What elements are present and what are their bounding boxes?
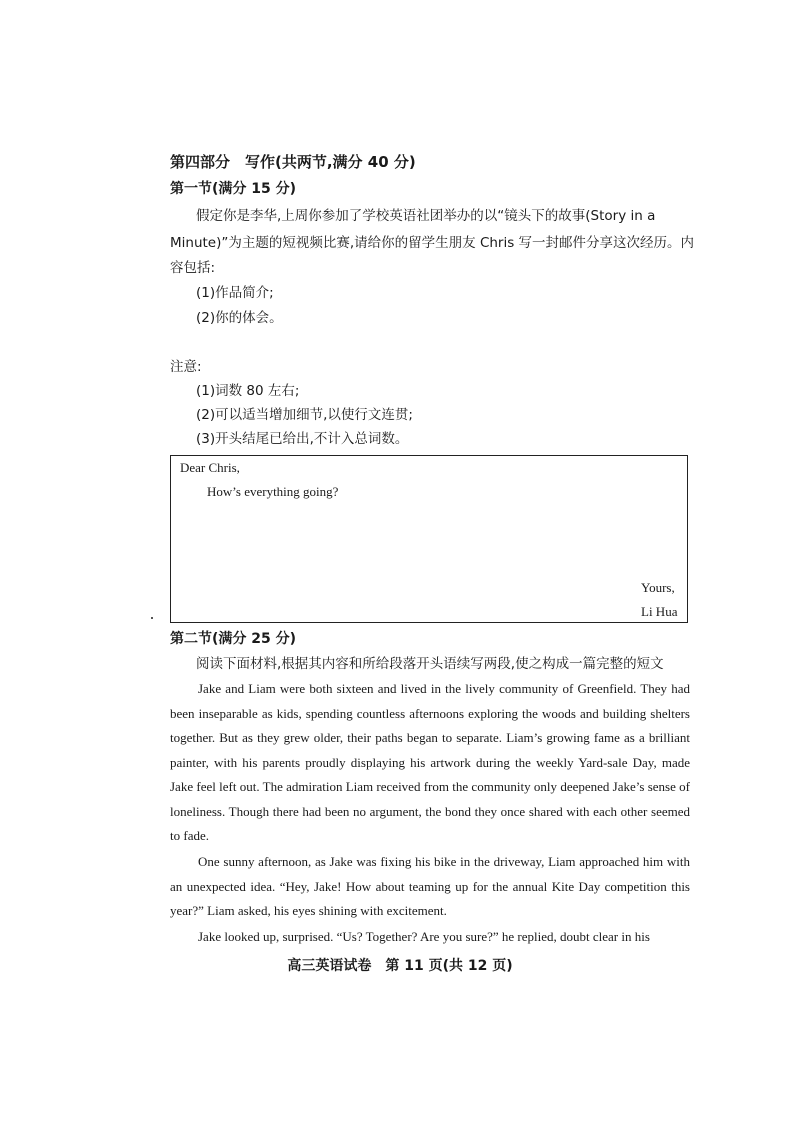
note-item: (3)开头结尾已给出,不计入总词数。 <box>196 431 409 447</box>
letter-closing: Yours, <box>641 580 675 595</box>
story-paragraph-1-text: Jake and Liam were both sixteen and lived in the lively community of Greenfield. They had been inseparable as kids, spending countless afternoons exploring the woods and building shelters together. But as they grew older, their paths began to separate. Liam’s growing fame as a brilliant painter, with his parents proudly displaying his artwork during the weekly Yard-sale Day, made Jake feel left out. The admiration Liam received from the community only deepened Jake’s sense of loneliness. Though there had been no argument, the bond they once shared with each other seemed to fade. <box>170 681 690 843</box>
letter-signature: Li Hua <box>641 604 678 619</box>
prompt-line-1: 假定你是李华,上周你参加了学校英语社团举办的以“镜头下的故事(Story in a <box>196 208 656 224</box>
note-item: (1)词数 80 左右; <box>196 383 300 399</box>
prompt-line-3: 容包括: <box>170 260 216 276</box>
letter-greeting: Dear Chris, <box>180 460 240 475</box>
story-paragraph-3 <box>170 925 690 950</box>
section-heading: 第四部分 写作(共两节,满分 40 分) <box>170 153 416 171</box>
story-paragraph-1 <box>170 677 690 849</box>
page-footer: 高三英语试卷 第 11 页(共 12 页) <box>287 958 513 974</box>
scan-speck <box>151 617 153 619</box>
story-paragraph-3-text: Jake looked up, surprised. “Us? Together? Are you sure?” he replied, doubt clear in his <box>198 929 650 944</box>
story-paragraph-2-text: One sunny afternoon, as Jake was fixing his bike in the driveway, Liam approached him with an unexpected idea. “Hey, Jake! How about teaming up for the annual Kite Day competition this year?” Liam asked, his eyes shining with excitement. <box>170 854 690 918</box>
letter-opening: How’s everything going? <box>207 484 339 499</box>
content-item: (2)你的体会。 <box>196 310 283 326</box>
part2-instruction: 阅读下面材料,根据其内容和所给段落开头语续写两段,使之构成一篇完整的短文 <box>196 656 664 672</box>
part1-heading: 第一节(满分 15 分) <box>170 181 297 197</box>
notice-label: 注意: <box>170 359 202 375</box>
prompt-line-2: Minute)”为主题的短视频比赛,请给你的留学生朋友 Chris 写一封邮件分享这次经历。内 <box>170 235 695 251</box>
content-item: (1)作品简介; <box>196 285 274 301</box>
part2-heading: 第二节(满分 25 分) <box>170 631 297 647</box>
note-item: (2)可以适当增加细节,以使行文连贯; <box>196 407 413 423</box>
story-paragraph-2 <box>170 850 690 924</box>
letter-writing-box[interactable] <box>170 455 688 623</box>
